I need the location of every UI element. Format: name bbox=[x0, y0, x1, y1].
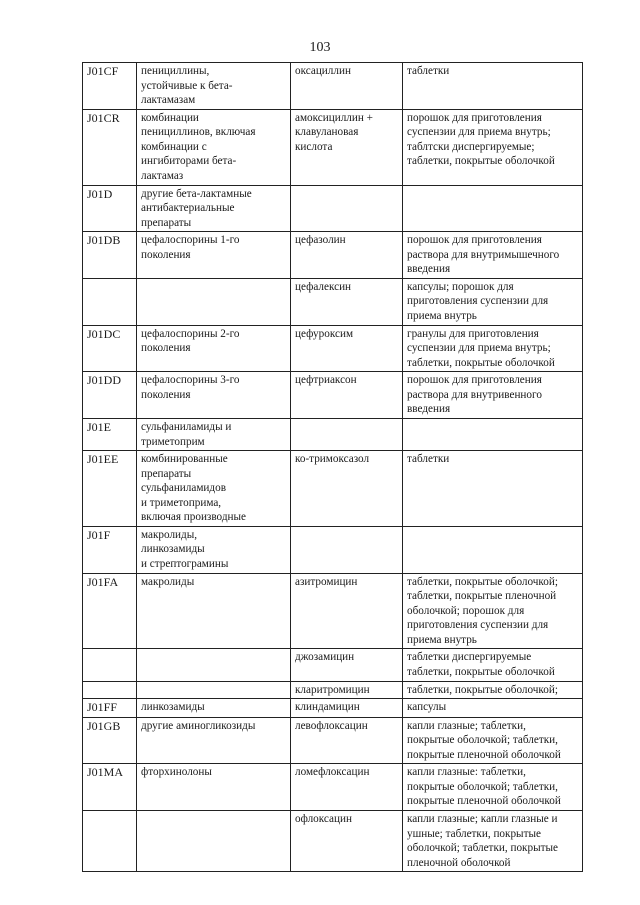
drug-name-cell bbox=[291, 278, 403, 325]
drug-name-cell bbox=[291, 526, 403, 573]
table-row bbox=[83, 325, 583, 372]
drug-name-cell bbox=[291, 372, 403, 419]
atc-code-cell bbox=[83, 325, 137, 372]
drug-table bbox=[82, 62, 583, 872]
drug-group-cell bbox=[137, 649, 291, 681]
atc-code-cell bbox=[83, 451, 137, 527]
dosage-form-cell bbox=[403, 681, 583, 699]
drug-name-cell bbox=[291, 717, 403, 764]
atc-code-cell bbox=[83, 717, 137, 764]
drug-group-cell bbox=[137, 717, 291, 764]
drug-group-cell bbox=[137, 699, 291, 718]
drug-group-cell bbox=[137, 109, 291, 185]
table-row bbox=[83, 764, 583, 811]
table-row bbox=[83, 717, 583, 764]
drug-name-cell bbox=[291, 418, 403, 450]
drug-group-text: цефалоспорины 2-го поколения bbox=[141, 327, 240, 355]
table-row bbox=[83, 109, 583, 185]
dosage-form-text: таблетки bbox=[407, 65, 450, 77]
drug-name-cell bbox=[291, 764, 403, 811]
dosage-form-text: капли глазные; таблетки, покрытые оболочкой; таблетки, покрытые пленочной оболочкой bbox=[407, 719, 561, 761]
drug-group-text: пенициллины, устойчивые к бета- лактамазам bbox=[141, 65, 233, 107]
table-row bbox=[83, 185, 583, 232]
dosage-form-cell bbox=[403, 649, 583, 681]
drug-name-text: кларитромицин bbox=[295, 683, 370, 696]
dosage-form-text: капли глазные: таблетки, покрытые оболочкой; таблетки, покрытые пленочной оболочкой bbox=[407, 766, 561, 808]
drug-name-cell bbox=[291, 63, 403, 110]
drug-name-text: клиндамицин bbox=[295, 701, 360, 714]
atc-code-cell bbox=[83, 573, 137, 649]
atc-code-text: J01DB bbox=[87, 233, 121, 248]
drug-group-text: фторхинолоны bbox=[141, 766, 212, 779]
drug-name-cell bbox=[291, 232, 403, 279]
atc-code-text: J01DD bbox=[87, 373, 122, 388]
table-row bbox=[83, 372, 583, 419]
drug-name-cell bbox=[291, 699, 403, 718]
atc-code-text: J01DC bbox=[87, 326, 121, 341]
table-row bbox=[83, 526, 583, 573]
dosage-form-cell bbox=[403, 232, 583, 279]
atc-code-cell bbox=[83, 185, 137, 232]
drug-group-cell bbox=[137, 451, 291, 527]
drug-name-text: цефазолин bbox=[295, 234, 346, 247]
drug-group-cell bbox=[137, 764, 291, 811]
drug-group-cell bbox=[137, 278, 291, 325]
table-row bbox=[83, 811, 583, 872]
atc-code-text: J01D bbox=[87, 186, 113, 201]
table-row bbox=[83, 649, 583, 681]
drug-group-cell bbox=[137, 232, 291, 279]
dosage-form-text: капсулы; порошок для приготовления суспензии для приема внутрь bbox=[407, 280, 549, 322]
drug-group-cell bbox=[137, 811, 291, 872]
atc-code-cell bbox=[83, 764, 137, 811]
drug-group-text: комбинированные препараты сульфаниламидов и триметоприма, включая производные bbox=[141, 453, 246, 524]
atc-code-text: J01GB bbox=[87, 718, 121, 733]
atc-code-text: J01CR bbox=[87, 110, 120, 125]
atc-code-cell bbox=[83, 526, 137, 573]
dosage-form-cell bbox=[403, 325, 583, 372]
table-row bbox=[83, 681, 583, 699]
drug-name-text: джозамицин bbox=[295, 651, 355, 664]
drug-name-cell bbox=[291, 451, 403, 527]
drug-name-text: цефалексин bbox=[295, 280, 352, 293]
dosage-form-cell bbox=[403, 109, 583, 185]
drug-group-text: цефалоспорины 3-го поколения bbox=[141, 374, 240, 401]
drug-name-cell bbox=[291, 573, 403, 649]
drug-name-text: амоксициллин + клавулановая кислота bbox=[295, 111, 373, 153]
dosage-form-text: капсулы bbox=[407, 701, 447, 714]
dosage-form-text: порошок для приготовления раствора для внутримышечного введения bbox=[407, 234, 560, 276]
drug-name-text: азитромицин bbox=[295, 575, 358, 588]
dosage-form-text: таблетки bbox=[407, 453, 450, 466]
drug-name-cell bbox=[291, 325, 403, 372]
drug-group-text: другие аминогликозиды bbox=[141, 719, 256, 732]
atc-code-text: J01CF bbox=[87, 64, 119, 78]
dosage-form-cell bbox=[403, 63, 583, 110]
drug-name-text: цефтриаксон bbox=[295, 374, 357, 387]
dosage-form-text: гранулы для приготовления суспензии для приема внутрь; таблетки, покрытые оболочкой bbox=[407, 327, 555, 369]
drug-group-cell bbox=[137, 681, 291, 699]
table-row bbox=[83, 451, 583, 527]
drug-group-cell bbox=[137, 573, 291, 649]
drug-group-text: линкозамиды bbox=[141, 701, 205, 714]
atc-code-text: J01F bbox=[87, 527, 111, 542]
table-row bbox=[83, 232, 583, 279]
atc-code-cell bbox=[83, 63, 137, 110]
dosage-form-text: порошок для приготовления раствора для внутривенного введения bbox=[407, 374, 542, 416]
dosage-form-cell bbox=[403, 278, 583, 325]
drug-name-text: офлоксацин bbox=[295, 813, 352, 826]
dosage-form-cell bbox=[403, 811, 583, 872]
drug-group-text: макролиды bbox=[141, 575, 195, 588]
drug-group-text: комбинации пенициллинов, включая комбинации с ингибиторами бета- лактамаз bbox=[141, 111, 256, 182]
drug-name-cell bbox=[291, 681, 403, 699]
atc-code-cell bbox=[83, 109, 137, 185]
drug-name-text: ко-тримоксазол bbox=[295, 453, 370, 466]
drug-group-cell bbox=[137, 526, 291, 573]
atc-code-cell bbox=[83, 278, 137, 325]
dosage-form-cell bbox=[403, 185, 583, 232]
atc-code-text: J01FF bbox=[87, 700, 118, 715]
drug-group-cell bbox=[137, 372, 291, 419]
drug-group-text: другие бета-лактамные антибактериальные препараты bbox=[141, 187, 252, 229]
drug-name-cell bbox=[291, 649, 403, 681]
dosage-form-cell bbox=[403, 418, 583, 450]
drug-name-text: ломефлоксацин bbox=[295, 766, 370, 779]
drug-group-cell bbox=[137, 325, 291, 372]
dosage-form-text: таблетки, покрытые оболочкой; таблетки, покрытые пленочной оболочкой; порошок для приготовления суспензии для приема внутрь bbox=[407, 575, 558, 646]
atc-code-cell bbox=[83, 232, 137, 279]
dosage-form-text: таблетки диспергируемые таблетки, покрытые оболочкой bbox=[407, 651, 555, 678]
drug-group-text: цефалоспорины 1-го поколения bbox=[141, 234, 240, 261]
dosage-form-cell bbox=[403, 717, 583, 764]
table-row bbox=[83, 699, 583, 718]
table-row bbox=[83, 418, 583, 450]
atc-code-text: J01E bbox=[87, 419, 111, 434]
drug-group-cell bbox=[137, 185, 291, 232]
dosage-form-cell bbox=[403, 764, 583, 811]
page-number: 103 bbox=[309, 40, 331, 55]
drug-name-cell bbox=[291, 185, 403, 232]
drug-group-text: макролиды, линкозамиды и стрептограмины bbox=[141, 528, 229, 570]
drug-name-cell bbox=[291, 109, 403, 185]
table-row bbox=[83, 63, 583, 110]
drug-name-text: левофлоксацин bbox=[295, 719, 368, 732]
atc-code-text: J01EE bbox=[87, 452, 119, 467]
atc-code-cell bbox=[83, 372, 137, 419]
dosage-form-text: капли глазные; капли глазные и ушные; таблетки, покрытые оболочкой; таблетки, покрытые пленочной оболочкой bbox=[407, 813, 558, 869]
atc-code-cell bbox=[83, 649, 137, 681]
atc-code-text: J01FA bbox=[87, 574, 119, 589]
dosage-form-text: порошок для приготовления суспензии для приема внутрь; таблтски диспергируемые; таблетки, покрытые оболочкой bbox=[407, 111, 555, 168]
dosage-form-cell bbox=[403, 699, 583, 718]
drug-name-text: цефуроксим bbox=[295, 327, 354, 340]
table-body bbox=[83, 63, 583, 872]
table-row bbox=[83, 573, 583, 649]
dosage-form-cell bbox=[403, 372, 583, 419]
drug-name-cell bbox=[291, 811, 403, 872]
dosage-form-cell bbox=[403, 526, 583, 573]
dosage-form-text: таблетки, покрытые оболочкой; bbox=[407, 683, 558, 696]
drug-group-cell bbox=[137, 63, 291, 110]
atc-code-cell bbox=[83, 681, 137, 699]
dosage-form-cell bbox=[403, 451, 583, 527]
drug-name-text: оксациллин bbox=[295, 65, 351, 77]
dosage-form-cell bbox=[403, 573, 583, 649]
atc-code-text: J01MA bbox=[87, 765, 124, 780]
drug-group-cell bbox=[137, 418, 291, 450]
atc-code-cell bbox=[83, 811, 137, 872]
table-row bbox=[83, 278, 583, 325]
atc-code-cell bbox=[83, 699, 137, 718]
drug-group-text: сульфаниламиды и триметоприм bbox=[141, 420, 232, 448]
atc-code-cell bbox=[83, 418, 137, 450]
